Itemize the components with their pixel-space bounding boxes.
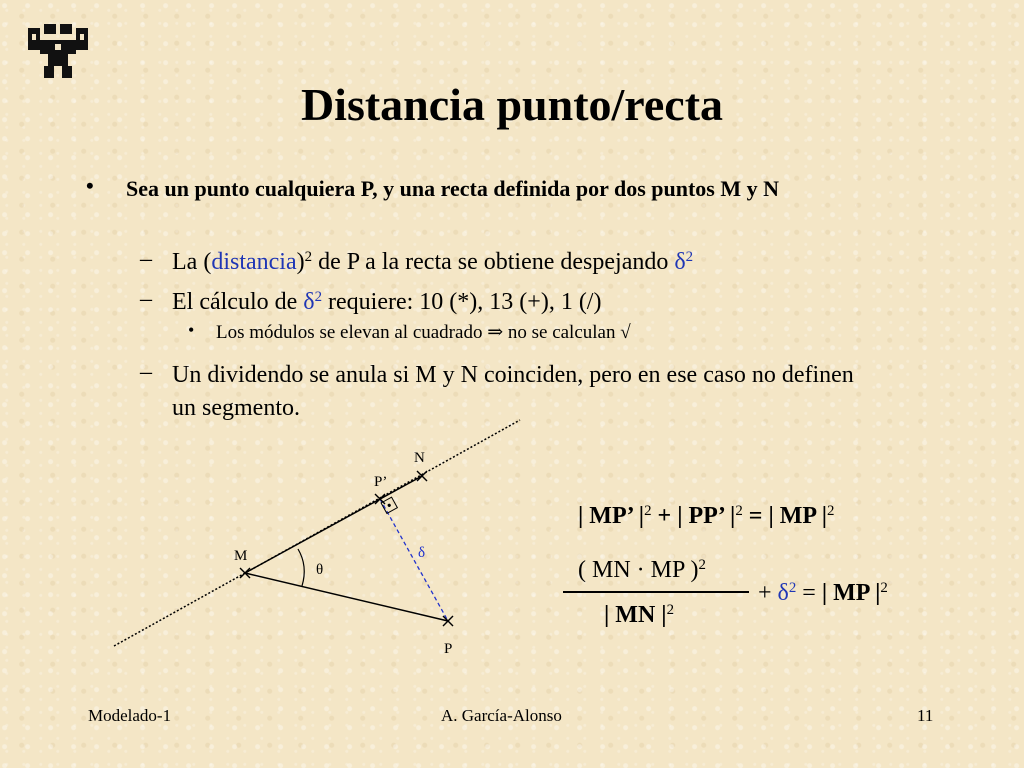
- university-logo-icon: [26, 20, 90, 80]
- label-delta: δ: [418, 545, 426, 561]
- fraction-numerator: ( MN · MP )$^2$: [578, 556, 706, 583]
- fraction-denominator: | MN $|^2$: [604, 601, 674, 628]
- segment-MP: [245, 573, 448, 621]
- label-P: P: [444, 641, 453, 657]
- footer-author: A. García-Alonso: [441, 706, 562, 725]
- distance-highlight: distancia: [211, 249, 297, 275]
- dash-marker: –: [140, 246, 152, 272]
- label-N: N: [414, 450, 425, 466]
- footer-course: Modelado-1: [88, 706, 172, 725]
- slide-title: Distancia punto/recta: [300, 79, 724, 130]
- label-P-prime: P’: [374, 474, 388, 490]
- segment-MN: [245, 476, 422, 573]
- footer-page-number: 11: [917, 706, 934, 725]
- geometry-diagram: [100, 410, 540, 670]
- subsub-bullet-text: Los módulos se elevan al cuadrado ⇒ no se calculan √: [216, 322, 631, 343]
- subsub-bullet-marker: •: [188, 320, 195, 340]
- sub-bullet-cost: El cálculo de $\delta^2$ requiere: 10 (*), 13 (+), 1 (/): [172, 288, 602, 315]
- sub-bullet-distance: La (distancia)$^2$ de P a la recta se obtiene despejando $\delta^2$: [172, 248, 694, 275]
- bullet-marker: •: [86, 173, 94, 198]
- sub-bullet-degenerate: Un dividendo se anula si M y N coinciden, pero en ese caso no definen un segmento.: [172, 362, 854, 421]
- label-theta: θ: [316, 562, 324, 578]
- dash-marker: –: [140, 359, 152, 385]
- fraction-bar: [563, 591, 749, 593]
- main-bullet-text: Sea un punto cualquiera P, y una recta definida por dos puntos M y N: [126, 176, 780, 201]
- pythagoras-equation: | MP’ $|^2$ + | PP’ $|^2$ = | MP $|^2$: [578, 502, 835, 529]
- label-M: M: [234, 548, 248, 564]
- perpendicular-delta: [380, 499, 448, 621]
- theta-arc: [298, 549, 304, 586]
- dash-marker: –: [140, 286, 152, 312]
- fraction-rhs: + $\delta^2$ = | MP $|^2$: [758, 579, 888, 606]
